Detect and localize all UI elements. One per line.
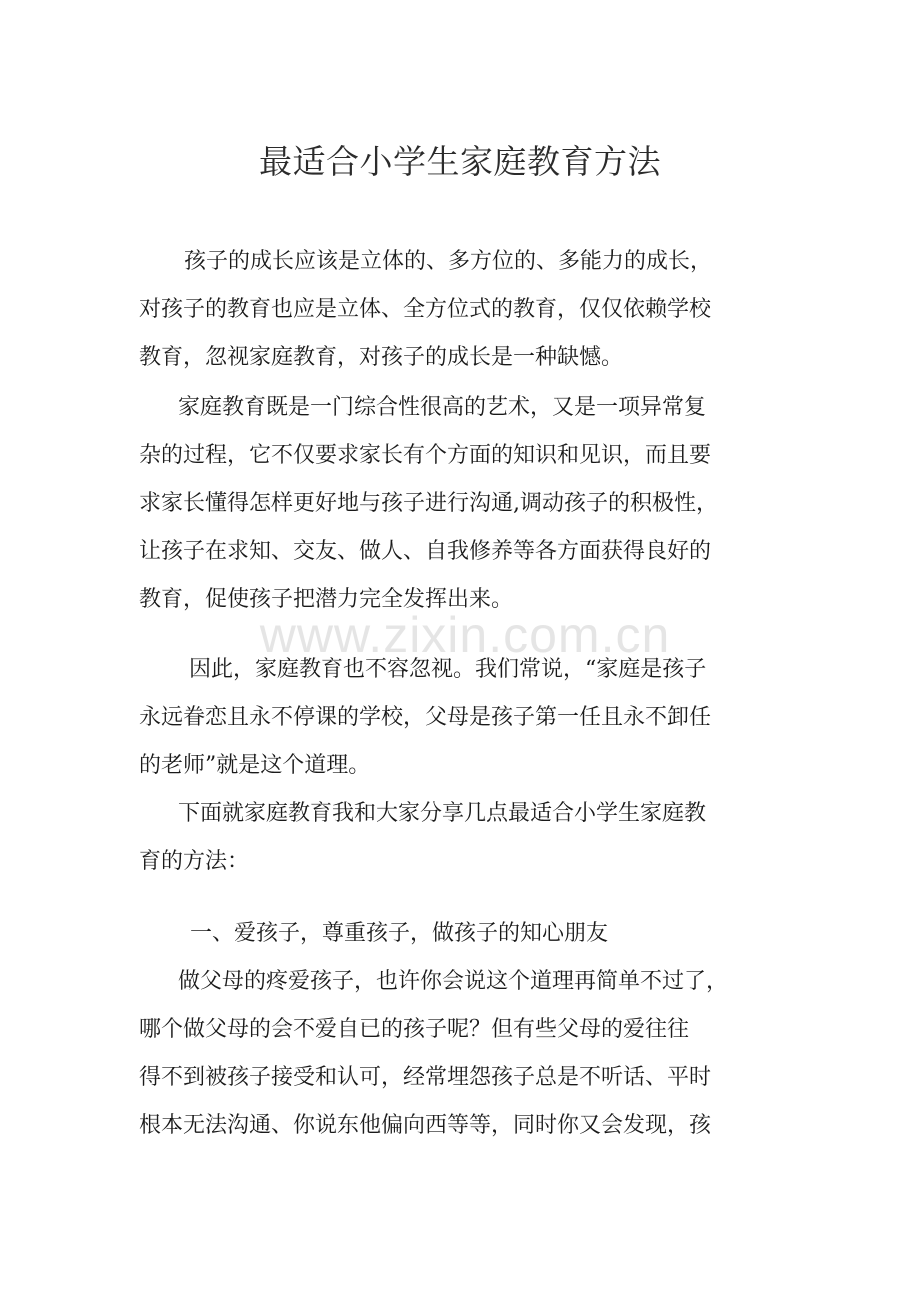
paragraph-line: 孩子的成长应该是立体的、多方位的、多能力的成长， (184, 249, 713, 274)
paragraph-line: 的老师”就是这个道理。 (139, 753, 371, 778)
paragraph-line: 教育，忽视家庭教育，对孩子的成长是一种缺憾。 (139, 345, 624, 370)
paragraph-line: 因此，家庭教育也不容忽视。我们常说，“家庭是孩子 (189, 657, 707, 682)
document-title: 最适合小学生家庭教育方法 (259, 142, 661, 181)
paragraph-line: 得不到被孩子接受和认可，经常埋怨孩子总是不听话、平时 (139, 1065, 712, 1090)
paragraph-line: 永远眷恋且永不停课的学校，父母是孩子第一任且永不卸任 (139, 705, 712, 730)
paragraph-line: 根本无法沟通、你说东他偏向西等等，同时你又会发现，孩 (139, 1113, 712, 1138)
paragraph-line: 家庭教育既是一门综合性很高的艺术，又是一项异常复 (178, 395, 707, 420)
paragraph-line: 做父母的疼爱孩子，也许你会说这个道理再简单不过了， (178, 969, 729, 994)
paragraph-line: 育的方法： (139, 849, 250, 874)
watermark: www.zixin.com.cn (259, 607, 671, 663)
paragraph-line: 让孩子在求知、交友、做人、自我修养等各方面获得良好的 (139, 539, 712, 564)
paragraph-line: 教育，促使孩子把潜力完全发挥出来。 (139, 587, 514, 612)
paragraph-line: 对孩子的教育也应是立体、全方位式的教育，仅仅依赖学校 (139, 297, 712, 322)
paragraph-line: 下面就家庭教育我和大家分享几点最适合小学生家庭教 (178, 801, 707, 826)
section-heading: 一、爱孩子，尊重孩子，做孩子的知心朋友 (190, 921, 609, 946)
paragraph-line: 杂的过程，它不仅要求家长有个方面的知识和见识，而且要 (139, 443, 712, 468)
paragraph-line: 求家长懂得怎样更好地与孩子进行沟通,调动孩子的积极性， (139, 491, 718, 516)
paragraph-line: 哪个做父母的会不爱自已的孩子呢？但有些父母的爱往往 (139, 1017, 690, 1042)
